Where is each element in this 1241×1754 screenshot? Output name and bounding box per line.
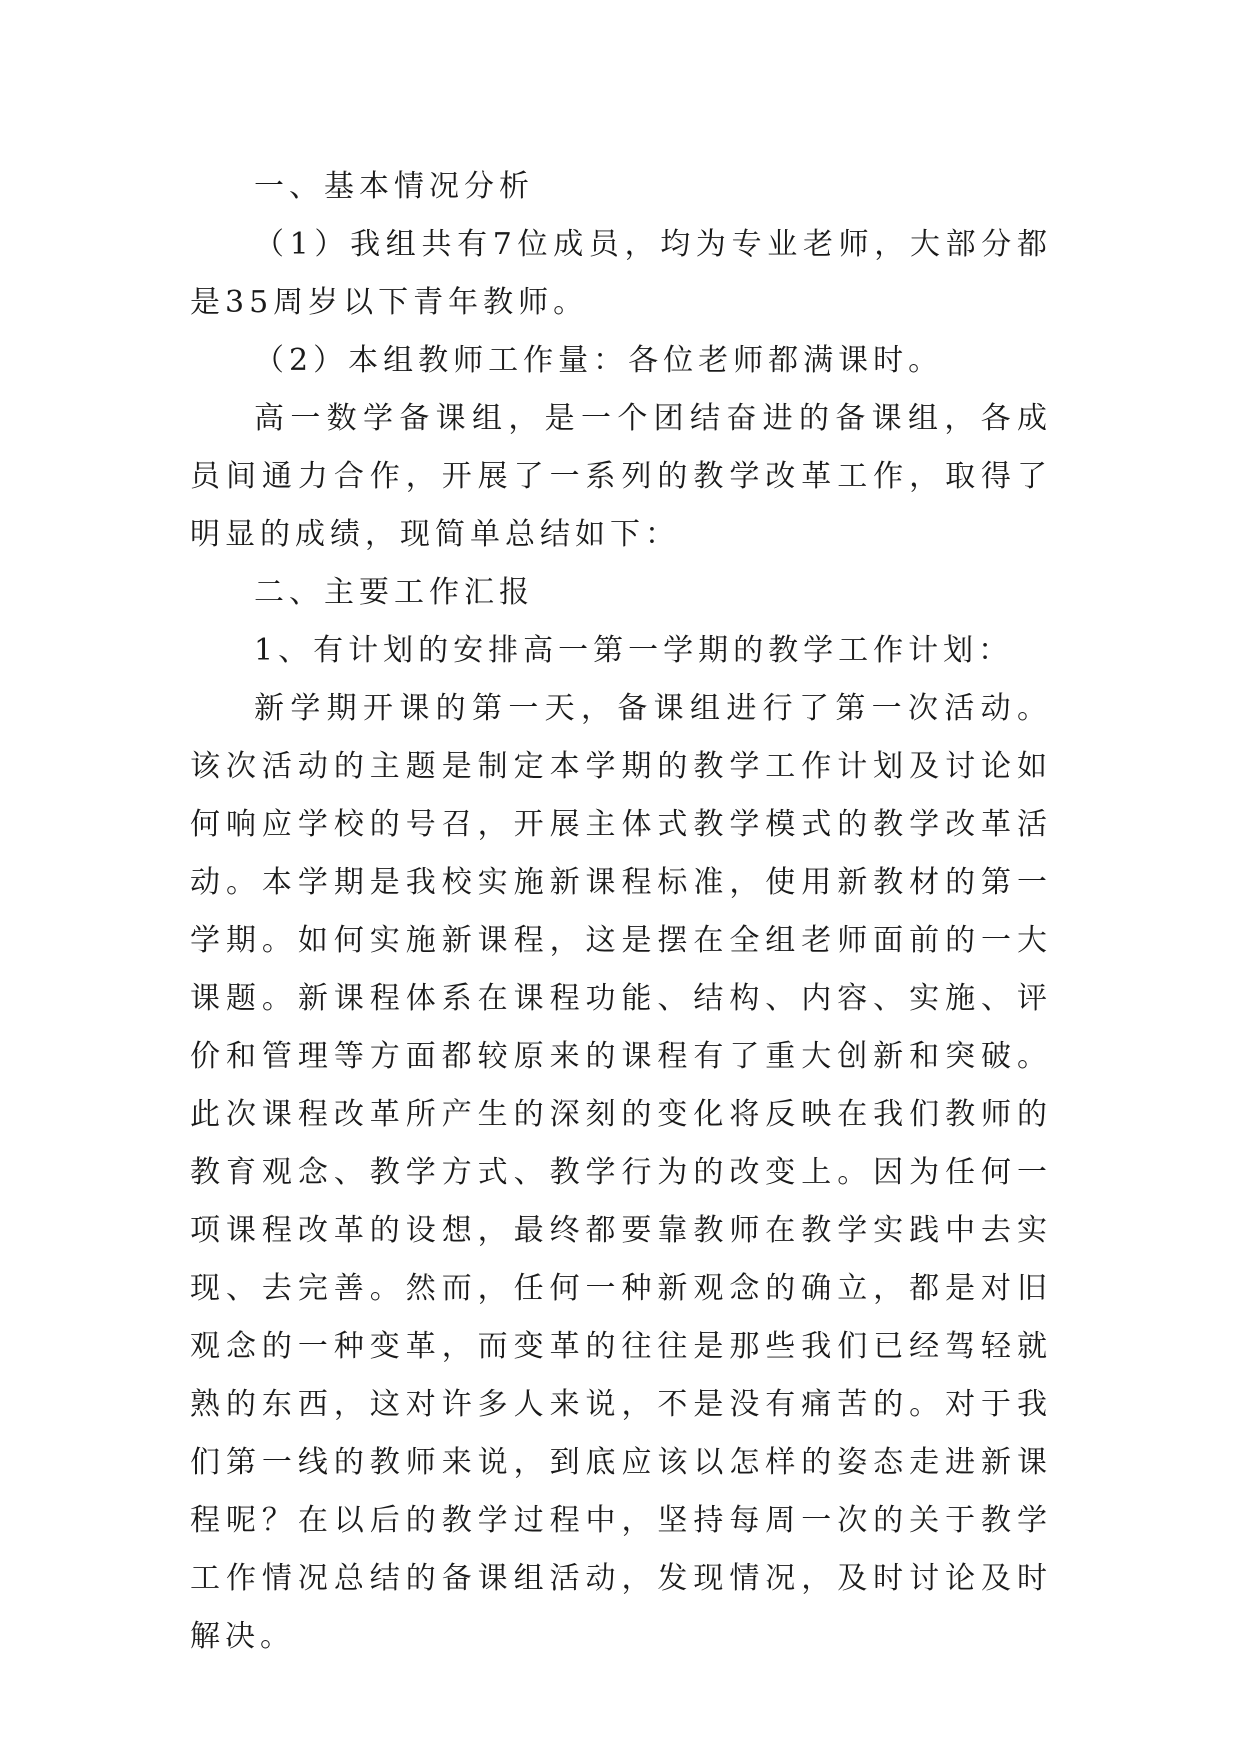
document-body	[190, 158, 1052, 1666]
paragraph-members: （1）我组共有7位成员，均为专业老师，大部分都是35周岁以下青年教师。	[190, 227, 1052, 320]
paragraph-plan-heading: 1、有计划的安排高一第一学期的教学工作计划：	[254, 633, 1014, 668]
paragraph-new-semester: 新学期开课的第一天，备课组进行了第一次活动。该次活动的主题是制定本学期的教学工作计划及讨论如何响应学校的号召，开展主体式教学模式的教学改革活动。本学期是我校实施新课程标准，使用新教材的第一学期。如何实施新课程，这是摆在全组老师面前的一大课题。新课程体系在课程功能、结构、内容、实施、评价和管理等方面都较原来的课程有了重大创新和突破。此次课程改革所产生的深刻的变化将反映在我们教师的教育观念、教学方式、教学行为的改变上。因为任何一项课程改革的设想，最终都要靠教师在教学实践中去实现、去完善。然而，任何一种新观念的确立，都是对旧观念的一种变革，而变革的往往是那些我们已经驾轻就熟的东西，这对许多人来说，不是没有痛苦的。对于我们第一线的教师来说，到底应该以怎样的姿态走进新课程呢？在以后的教学过程中，坚持每周一次的关于教学工作情况总结的备课组活动，发现情况，及时讨论及时解决。	[190, 691, 1052, 1654]
section-heading-main-work: 二、主要工作汇报	[254, 575, 534, 610]
paragraph-group-summary: 高一数学备课组，是一个团结奋进的备课组，各成员间通力合作，开展了一系列的教学改革工作，取得了明显的成绩，现简单总结如下：	[190, 401, 1052, 552]
section-heading-basic-situation: 一、基本情况分析	[254, 169, 534, 204]
paragraph-workload: （2）本组教师工作量：各位老师都满课时。	[254, 343, 944, 378]
